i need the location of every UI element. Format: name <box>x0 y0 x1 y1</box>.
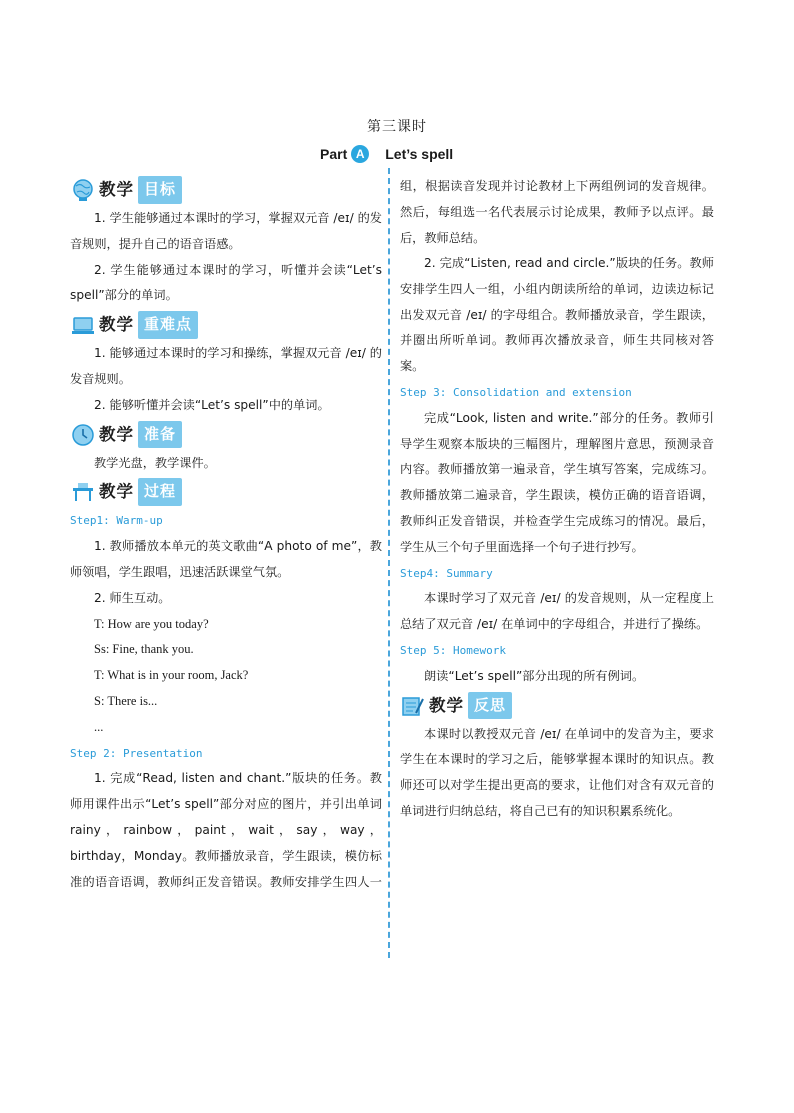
step-3-heading: Step 3: Consolidation and extension <box>400 385 632 399</box>
dialogue-ellipsis: ... <box>94 719 104 734</box>
preparation-text: 教学光盘，教学课件。 <box>94 455 216 470</box>
step-5-paragraph: 朗读“Let’s spell”部分出现的所有例词。 <box>424 668 645 683</box>
section-heading-preparation <box>70 419 382 451</box>
step-2-paragraph-1-continued <box>400 174 714 251</box>
part-heading <box>320 145 453 163</box>
step-2-continuation-text: 组，根据读音发现并讨论教材上下两组例词的发音规律。然后，每组选一名代表展示讨论成果，教师予以点评。最后，教师总结。 <box>400 178 714 245</box>
section-heading-reflection <box>400 690 714 722</box>
left-column <box>70 174 382 895</box>
reflection-paragraph: 本课时以教授双元音 /eɪ/ 在单词中的发音为主，要求学生在本课时的学习之后，能够掌握本课时的知识点。教师还可以对学生提出更高的要求，让他们对含有双元音的单词进行归纳总结，将自己已有的知识积累系统化。 <box>400 726 714 818</box>
part-letter-badge: A <box>351 145 369 163</box>
dialogue-line-1: T: How are you today? <box>94 616 209 631</box>
section-heading-key-points <box>70 309 382 341</box>
step-1-heading: Step1: Warm-up <box>70 514 163 528</box>
column-divider <box>388 168 390 958</box>
heading-sub: 反思 <box>468 692 512 720</box>
goal-1: 1. 学生能够通过本课时的学习，掌握双元音 /eɪ/ 的发音规则，提升自己的语音语感。 <box>70 211 382 251</box>
clock-icon <box>70 422 96 448</box>
goal-2: 2. 学生能够通过本课时的学习，听懂并会读“Let’s spell”部分的单词。 <box>70 262 382 303</box>
notebook-pen-icon <box>400 693 426 719</box>
dialogue-line-2: Ss: Fine, thank you. <box>94 642 194 657</box>
heading-sub: 目标 <box>138 176 182 204</box>
heading-main: 教学 <box>99 424 134 444</box>
right-column <box>400 174 714 825</box>
dialogue-line-4: S: There is... <box>94 693 158 708</box>
step-2-paragraph-2: 2. 完成“Listen, read and circle.”版块的任务。教师安排学生四人一组，小组内朗读所给的单词，边读边标记出发双元音 /eɪ/ 的字母组合。教师播放录音，学生跟读，并圈出所听单词。教师再次播放录音，师生共同核对答案。 <box>400 256 714 374</box>
heading-main: 教学 <box>429 695 464 715</box>
lesson-title: 第三课时 <box>367 119 427 135</box>
heading-main: 教学 <box>99 180 134 200</box>
part-name: Let’s spell <box>385 146 454 162</box>
section-heading-process <box>70 476 382 508</box>
globe-icon <box>70 177 96 203</box>
section-heading-goals <box>70 174 382 206</box>
step-4-heading: Step4: Summary <box>400 566 493 580</box>
heading-main: 教学 <box>99 315 134 335</box>
desk-icon <box>70 479 96 505</box>
step-1-paragraph-2: 2. 师生互动。 <box>94 590 171 605</box>
heading-sub: 准备 <box>138 421 182 449</box>
laptop-icon <box>70 312 96 338</box>
heading-sub: 重难点 <box>138 311 198 339</box>
part-label: Part <box>320 146 348 162</box>
heading-sub: 过程 <box>138 478 182 506</box>
key-point-2: 2. 能够听懂并会读“Let’s spell”中的单词。 <box>94 397 330 412</box>
key-point-1: 1. 能够通过本课时的学习和操练，掌握双元音 /eɪ/ 的发音规则。 <box>70 346 382 386</box>
step-2-heading: Step 2: Presentation <box>70 746 203 760</box>
step-4-paragraph: 本课时学习了双元音 /eɪ/ 的发音规则，从一定程度上总结了双元音 /eɪ/ 在单词中的字母组合，并进行了操练。 <box>400 591 714 632</box>
step-1-paragraph-1: 1. 教师播放本单元的英文歌曲“A photo of me”，教师领唱，学生跟唱，迅速活跃课堂气氛。 <box>70 539 382 579</box>
step-2-paragraph-1: 1. 完成“Read, listen and chant.”版块的任务。教师用课件出示“Let’s spell”部分对应的图片，并引出单词 rainy，rainbow，paint，wait，say，way，birthday，Monday。教师播放录音，学生跟读，模仿标准的语音语调，教师纠正发音错误。教师安排学生四人一 <box>70 771 382 889</box>
dialogue-line-3: T: What is in your room, Jack? <box>94 668 249 683</box>
heading-main: 教学 <box>99 482 134 502</box>
step-3-paragraph: 完成“Look, listen and write.”部分的任务。教师引导学生观察本版块的三幅图片，理解图片意思，预测录音内容。教师播放第一遍录音，学生填写答案，完成练习。教师播放第二遍录音，学生跟读，模仿正确的语音语调，教师纠正发音错误，并检查学生完成练习的情况。最后，学生从三个句子里面选择一个句子进行抄写。 <box>400 410 714 554</box>
step-5-heading: Step 5: Homework <box>400 643 506 657</box>
